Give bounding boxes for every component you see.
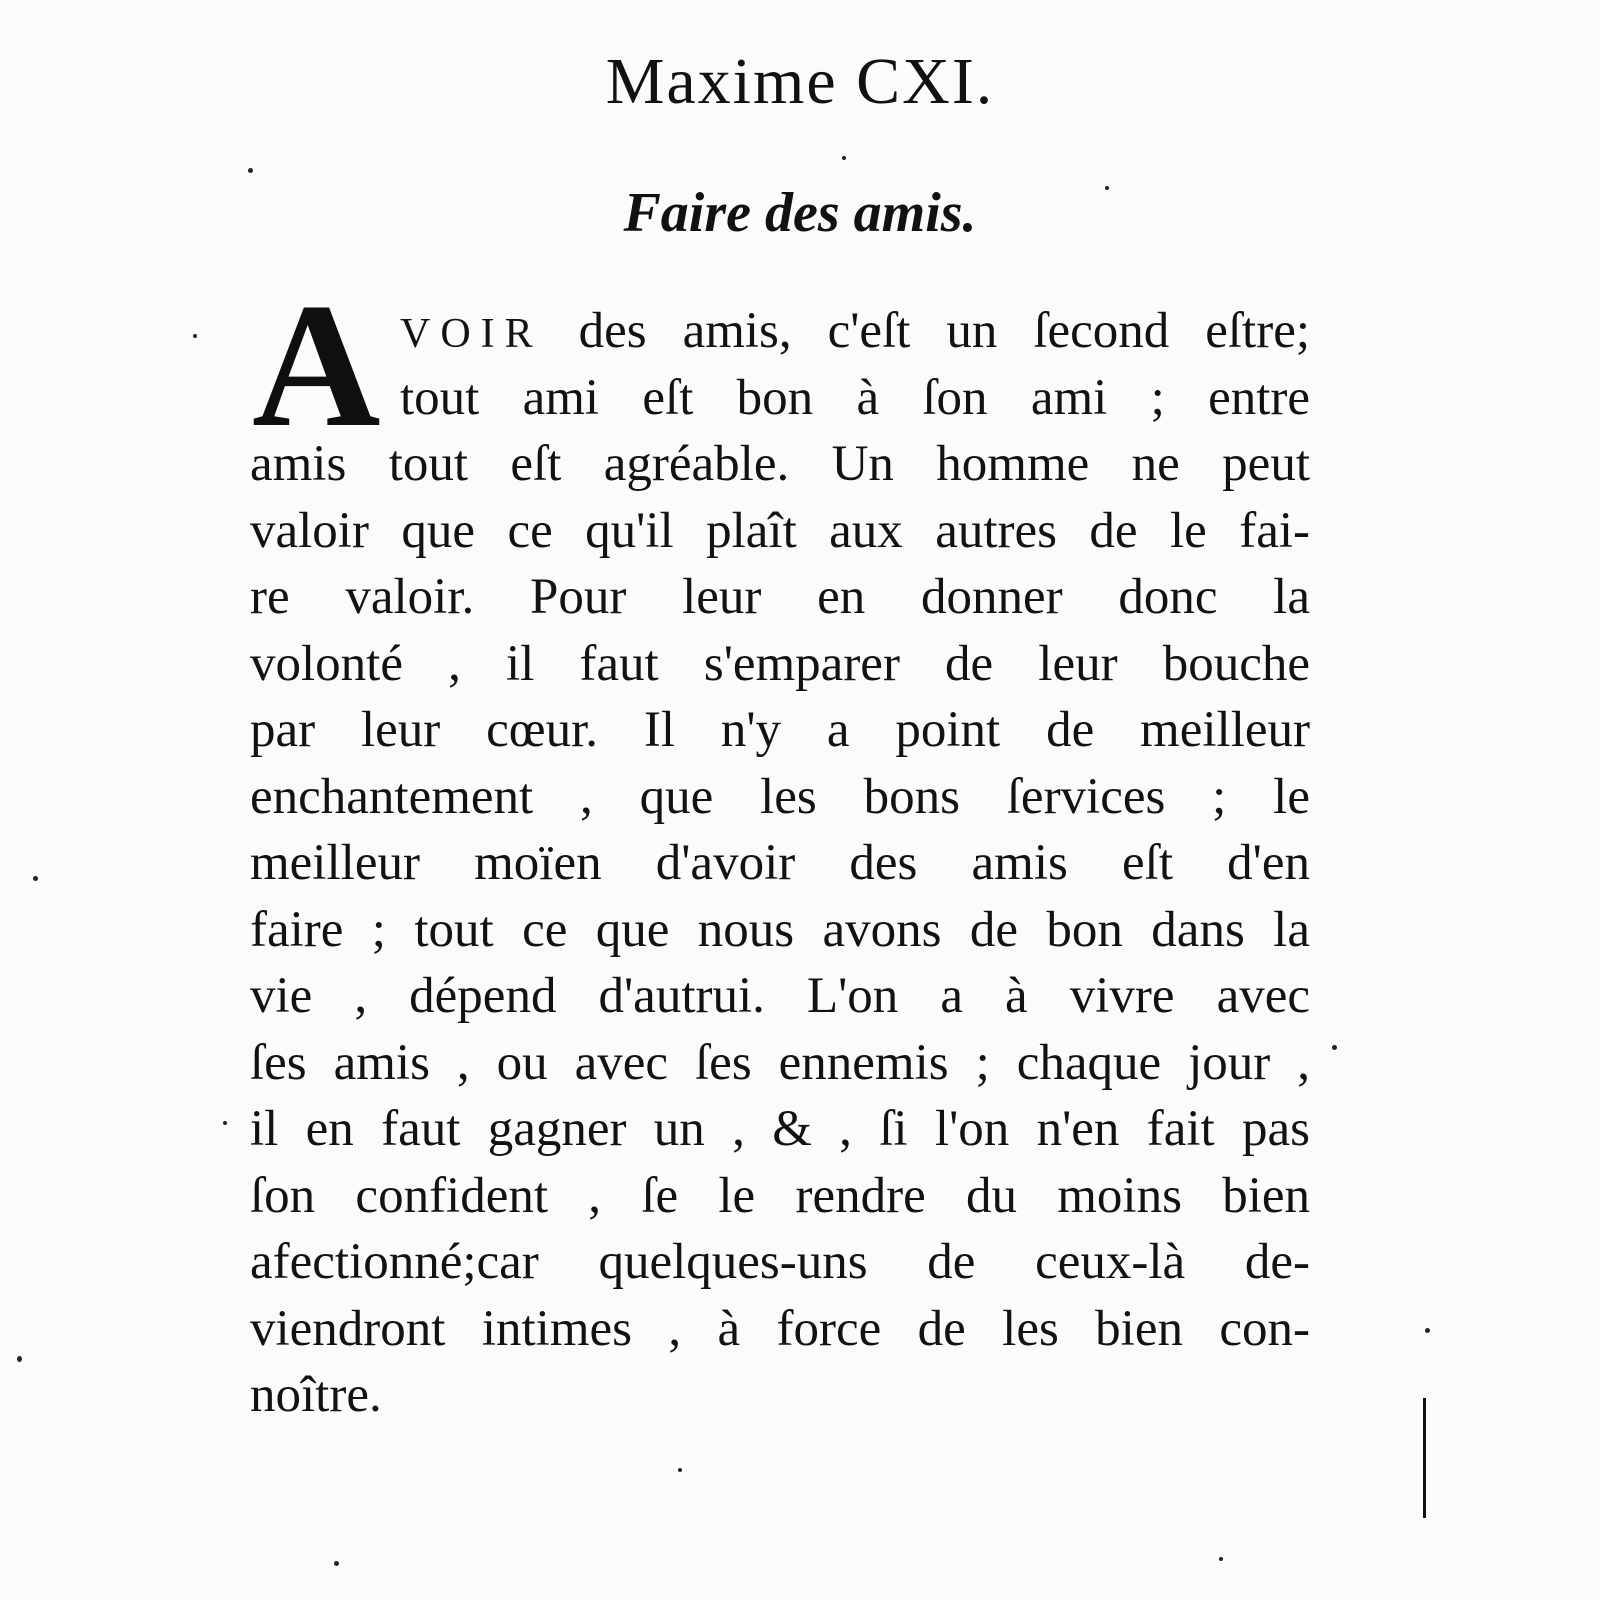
drop-cap: A bbox=[252, 266, 381, 464]
maxim-subtitle: Faire des amis. bbox=[623, 182, 977, 244]
body-line-16: viendront intimes , à force de les bien con- bbox=[250, 1300, 1310, 1357]
scan-vertical-rule bbox=[1423, 1398, 1426, 1518]
body-line-10: faire ; tout ce que nous avons de bon dans la bbox=[250, 901, 1310, 958]
scan-speck bbox=[678, 1468, 682, 1472]
body-line-14: ſon confident , ſe le rendre du moins bien bbox=[250, 1167, 1310, 1224]
opening-small-caps: VOIR bbox=[400, 311, 543, 357]
body-line-2: tout ami eſt bon à ſon ami ; entre bbox=[400, 369, 1310, 426]
body-line-6: volonté , il faut s'emparer de leur bouche bbox=[250, 635, 1310, 692]
body-line-8: enchantement , que les bons ſervices ; le bbox=[250, 768, 1310, 825]
body-line-17: noître. bbox=[250, 1367, 382, 1423]
scan-speck bbox=[1425, 1328, 1430, 1333]
scan-speck bbox=[248, 168, 253, 173]
scan-speck bbox=[223, 1121, 227, 1125]
body-line-11: vie , dépend d'autrui. L'on a à vivre avec bbox=[250, 968, 1310, 1024]
maxim-body bbox=[250, 298, 1310, 1429]
page-heading: Maxime CXI. bbox=[605, 45, 995, 118]
scan-speck bbox=[17, 1356, 22, 1362]
scan-speck bbox=[1105, 186, 1109, 190]
scan-speck bbox=[334, 1561, 339, 1566]
body-line-13: il en faut gagner un , & , ſi l'on n'en fait pas bbox=[250, 1101, 1310, 1157]
body-line-4: valoir que ce qu'il plaît aux autres de le fai- bbox=[250, 502, 1310, 559]
body-line-7: par leur cœur. Il n'y a point de meilleur bbox=[250, 702, 1310, 758]
scan-speck bbox=[193, 334, 197, 338]
body-line-15: afectionné;car quelques-uns de ceux-là de- bbox=[250, 1234, 1310, 1290]
scan-speck bbox=[1219, 1557, 1223, 1561]
scan-speck bbox=[842, 156, 846, 160]
scan-speck bbox=[33, 876, 38, 881]
body-line-1-text: des amis, c'eſt un ſecond eſtre; bbox=[542, 303, 1310, 359]
scan-speck bbox=[1332, 1045, 1337, 1050]
body-line-12: ſes amis , ou avec ſes ennemis ; chaque jour , bbox=[250, 1034, 1310, 1091]
body-line-5: re valoir. Pour leur en donner donc la bbox=[250, 569, 1310, 625]
body-line-3: amis tout eſt agréable. Un homme ne peut bbox=[250, 436, 1310, 492]
body-line-9: meilleur moïen d'avoir des amis eſt d'en bbox=[250, 835, 1310, 891]
body-line-1 bbox=[250, 298, 1310, 365]
